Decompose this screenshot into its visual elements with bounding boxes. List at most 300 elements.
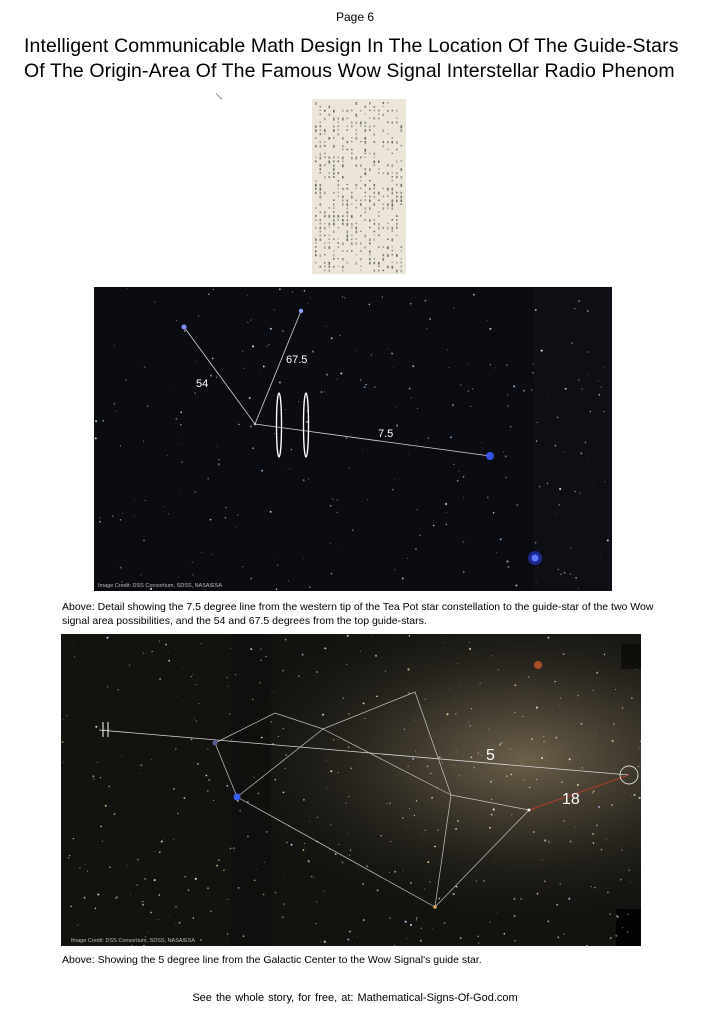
printout-mark: [351, 137, 353, 138]
printout-mark: [347, 184, 349, 185]
background-star: [535, 542, 537, 544]
background-star: [97, 762, 98, 763]
printout-mark: [392, 219, 394, 221]
background-star: [598, 806, 600, 808]
printout-mark: [333, 223, 335, 226]
background-star: [330, 824, 331, 825]
background-star: [638, 747, 639, 748]
background-star: [609, 913, 611, 915]
degree-mark-5: °: [499, 744, 502, 750]
printout-mark: [387, 110, 389, 112]
background-star: [563, 653, 565, 655]
printout-mark: [329, 246, 331, 249]
printout-mark: [369, 125, 371, 128]
background-star: [443, 643, 444, 644]
background-star: [587, 310, 589, 312]
background-star: [362, 450, 363, 451]
background-star: [582, 652, 583, 653]
background-star: [621, 849, 622, 850]
printout-mark: [378, 235, 380, 236]
background-star: [107, 686, 108, 687]
printout-mark: [401, 246, 403, 248]
background-star: [627, 931, 628, 932]
background-star: [180, 494, 181, 495]
background-star: [402, 817, 404, 819]
background-star: [116, 896, 118, 898]
wow-guide-star: [486, 452, 494, 460]
printout-mark: [356, 231, 358, 234]
printout-mark: [329, 227, 331, 228]
background-star: [277, 565, 278, 566]
background-star: [347, 939, 349, 941]
background-star: [164, 839, 165, 840]
background-star: [414, 720, 415, 721]
background-star: [127, 288, 128, 289]
printout-mark: [374, 157, 376, 158]
printout-mark: [324, 164, 326, 166]
printout-mark: [392, 250, 394, 251]
background-star: [247, 322, 248, 323]
printout-mark: [392, 180, 394, 181]
background-star: [404, 728, 406, 730]
background-star: [95, 420, 97, 422]
background-star: [342, 697, 344, 699]
background-star: [392, 367, 393, 368]
background-star: [549, 842, 550, 843]
background-star: [427, 861, 429, 863]
background-star: [252, 447, 254, 449]
printout-mark: [333, 145, 335, 148]
background-star: [207, 790, 209, 792]
printout-mark: [401, 192, 403, 194]
printout-mark: [360, 250, 362, 252]
background-star: [274, 309, 275, 310]
background-star: [409, 808, 410, 809]
background-star: [558, 504, 560, 506]
background-star: [506, 560, 508, 562]
background-star: [102, 841, 103, 842]
printout-mark: [383, 145, 385, 148]
background-star: [159, 641, 160, 642]
background-star: [200, 939, 202, 941]
printout-mark: [356, 207, 358, 208]
guide-star-top: [299, 309, 303, 313]
background-star: [150, 912, 152, 914]
printout-mark: [387, 207, 389, 209]
background-star: [362, 883, 364, 885]
background-star: [239, 810, 240, 811]
printout-mark: [374, 125, 376, 127]
printout-mark: [360, 125, 362, 126]
background-star: [366, 865, 368, 867]
printout-mark: [401, 129, 403, 132]
printout-mark: [387, 102, 389, 104]
printout-mark: [320, 114, 322, 115]
background-star: [337, 739, 338, 740]
printout-mark: [320, 192, 322, 195]
background-star: [276, 588, 277, 589]
background-star: [285, 409, 286, 410]
printout-mark: [338, 122, 340, 124]
background-star: [164, 506, 165, 507]
printout-mark: [333, 250, 335, 251]
background-star: [598, 380, 599, 381]
printout-mark: [383, 227, 385, 229]
background-star: [493, 808, 495, 810]
background-star: [424, 300, 426, 302]
printout-mark: [320, 145, 322, 148]
printout-mark: [360, 215, 362, 216]
background-star: [429, 318, 431, 320]
background-star: [337, 772, 338, 773]
background-star: [233, 847, 235, 849]
background-star: [513, 898, 515, 900]
background-star: [311, 876, 313, 878]
background-star: [283, 903, 284, 904]
background-star: [592, 833, 594, 835]
background-star: [113, 403, 115, 405]
background-star: [161, 840, 163, 842]
background-star: [263, 366, 265, 368]
background-star: [506, 364, 508, 366]
background-star: [105, 805, 107, 807]
background-star: [457, 820, 459, 822]
printout-mark: [333, 118, 335, 121]
printout-mark: [387, 164, 389, 166]
printout-mark: [338, 266, 340, 267]
printout-mark: [383, 207, 385, 210]
background-star: [348, 713, 349, 714]
background-star: [270, 328, 272, 330]
printout-mark: [324, 227, 326, 230]
printout-mark: [324, 133, 326, 134]
printout-mark: [378, 118, 380, 120]
background-star: [639, 797, 641, 799]
background-star: [182, 668, 183, 669]
printout-mark: [369, 207, 371, 210]
printout-mark: [387, 122, 389, 124]
printout-mark: [392, 176, 394, 178]
background-star: [285, 754, 287, 756]
printout-mark: [320, 196, 322, 199]
background-star: [326, 760, 327, 761]
background-star: [541, 757, 543, 759]
background-star: [580, 452, 582, 454]
background-star: [514, 712, 515, 713]
printout-mark: [320, 203, 322, 205]
background-star: [216, 446, 217, 447]
printout-mark: [315, 129, 317, 132]
printout-mark: [342, 250, 344, 252]
printout-mark: [320, 133, 322, 135]
background-star: [437, 829, 439, 831]
background-star: [273, 691, 274, 692]
printout-mark: [378, 266, 380, 267]
background-star: [195, 491, 197, 493]
background-star: [142, 901, 143, 902]
printout-mark: [365, 172, 367, 175]
background-star: [215, 938, 216, 939]
teapot-tip-star: [254, 423, 257, 426]
background-star: [265, 656, 267, 658]
background-star: [315, 923, 316, 924]
printout-mark: [347, 215, 349, 217]
background-star: [577, 784, 578, 785]
printout-mark: [378, 172, 380, 173]
printout-mark: [374, 196, 376, 198]
background-star: [304, 843, 305, 844]
background-star: [85, 864, 86, 865]
printout-mark: [387, 239, 389, 240]
background-star: [307, 303, 308, 304]
background-star: [349, 855, 350, 856]
printout-mark: [347, 129, 349, 130]
background-star: [396, 407, 397, 408]
printout-mark: [387, 266, 389, 268]
background-star: [314, 877, 315, 878]
background-star: [291, 449, 292, 450]
printout-mark: [383, 258, 385, 261]
background-star: [79, 867, 80, 868]
background-star: [95, 726, 97, 728]
background-star: [557, 513, 558, 514]
background-star: [542, 860, 543, 861]
printout-mark: [387, 149, 389, 150]
background-star: [229, 713, 230, 714]
background-star: [453, 893, 455, 895]
background-star: [244, 368, 245, 369]
background-star: [279, 381, 281, 383]
background-star: [210, 911, 211, 912]
printout-mark: [347, 118, 349, 120]
background-star: [177, 696, 178, 697]
printout-mark: [351, 250, 353, 252]
background-star: [454, 765, 455, 766]
printout-mark: [356, 164, 358, 167]
background-star: [125, 380, 126, 381]
background-star: [555, 445, 557, 447]
printout-mark: [365, 137, 367, 140]
background-star: [458, 471, 459, 472]
printout-mark: [347, 235, 349, 238]
background-star: [417, 509, 418, 510]
background-star: [104, 729, 105, 730]
background-star: [434, 846, 436, 848]
printout-mark: [387, 227, 389, 230]
background-star: [587, 375, 588, 376]
printout-mark: [338, 188, 340, 189]
background-star: [97, 652, 98, 653]
printout-mark: [365, 246, 367, 248]
background-star: [408, 766, 409, 767]
background-star: [193, 917, 195, 919]
background-star: [615, 689, 616, 690]
background-star: [564, 452, 565, 453]
printout-mark: [342, 149, 344, 150]
printout-mark: [347, 200, 349, 202]
background-star: [355, 350, 356, 351]
printout-mark: [387, 188, 389, 191]
background-star: [330, 543, 331, 544]
printout-mark: [320, 227, 322, 229]
printout-mark: [320, 184, 322, 187]
printout-mark: [324, 266, 326, 267]
background-star: [270, 511, 272, 513]
printout-mark: [374, 192, 376, 194]
background-star: [547, 397, 548, 398]
printout-mark: [392, 172, 394, 173]
background-star: [275, 892, 276, 893]
background-star: [405, 921, 407, 923]
guide-star-top-left: [182, 325, 187, 330]
background-star: [129, 664, 130, 665]
background-star: [282, 330, 283, 331]
background-star: [638, 766, 639, 767]
background-star: [476, 880, 477, 881]
background-star: [478, 943, 479, 944]
background-star: [282, 669, 284, 671]
background-star: [620, 879, 622, 881]
background-star: [316, 901, 317, 902]
background-star: [168, 660, 170, 662]
background-star: [532, 372, 534, 374]
background-star: [175, 924, 176, 925]
background-star: [165, 644, 167, 646]
background-star: [342, 296, 343, 297]
background-star: [386, 748, 387, 749]
background-star: [487, 320, 488, 321]
background-star: [198, 703, 199, 704]
background-star: [427, 766, 429, 768]
printout-mark: [351, 192, 353, 194]
printout-mark: [374, 141, 376, 143]
printout-mark: [374, 133, 376, 136]
background-star: [227, 899, 228, 900]
printout-mark: [333, 207, 335, 209]
printout-mark: [374, 106, 376, 108]
printout-mark: [342, 258, 344, 261]
background-star: [432, 928, 433, 929]
background-star: [350, 850, 351, 851]
background-star: [118, 689, 119, 690]
background-star: [223, 869, 225, 871]
background-star: [369, 665, 370, 666]
background-star: [556, 904, 558, 906]
background-star: [324, 647, 326, 649]
page-number: Page 6: [335, 10, 375, 24]
printout-mark: [320, 211, 322, 213]
printout-mark: [324, 129, 326, 132]
background-star: [431, 797, 433, 799]
printout-mark: [342, 118, 344, 121]
background-star: [242, 350, 243, 351]
background-star: [316, 671, 318, 673]
printout-mark: [396, 227, 398, 229]
background-star: [347, 833, 348, 834]
background-star: [322, 714, 324, 716]
printout-mark: [338, 180, 340, 182]
printout-mark: [324, 223, 326, 224]
background-star: [316, 902, 317, 903]
printout-mark: [333, 254, 335, 256]
background-star: [460, 937, 462, 939]
printout-mark: [342, 110, 344, 112]
printout-mark: [383, 114, 385, 116]
printout-mark: [374, 153, 376, 155]
background-star: [218, 859, 220, 861]
printout-mark: [342, 161, 344, 163]
background-star: [555, 552, 556, 553]
background-star: [285, 639, 286, 640]
printout-mark: [392, 141, 394, 143]
background-star: [274, 433, 275, 434]
background-star: [169, 916, 170, 917]
background-star: [493, 780, 494, 781]
printout-mark: [315, 227, 317, 229]
image-credit-2: Image Credit: DSS Consortium, SDSS, NASA/ESA: [71, 938, 196, 944]
teapot-star-field-image: [94, 287, 612, 591]
background-star: [173, 788, 175, 790]
background-star: [143, 539, 145, 541]
background-star: [151, 651, 152, 652]
background-star: [282, 916, 284, 918]
printout-mark: [324, 157, 326, 158]
page-title: [24, 34, 704, 84]
background-star: [415, 750, 416, 751]
printout-mark: [320, 254, 322, 257]
background-star: [439, 576, 440, 577]
printout-mark: [329, 266, 331, 268]
printout-mark: [333, 239, 335, 241]
printout-mark: [360, 231, 362, 232]
background-star: [302, 654, 304, 656]
printout-mark: [374, 184, 376, 187]
background-star: [227, 677, 228, 678]
printout-mark: [342, 137, 344, 140]
printout-mark: [342, 219, 344, 222]
background-star: [308, 478, 309, 479]
background-star: [207, 887, 209, 889]
background-star: [218, 463, 220, 465]
background-star: [523, 390, 525, 392]
printout-mark: [320, 219, 322, 221]
printout-mark: [351, 125, 353, 127]
printout-mark: [396, 141, 398, 144]
background-star: [420, 940, 422, 942]
background-star: [74, 656, 75, 657]
background-star: [331, 337, 333, 339]
background-star: [571, 342, 573, 344]
background-star: [607, 539, 609, 541]
printout-mark: [351, 227, 353, 229]
printout-mark: [374, 239, 376, 241]
printout-mark: [324, 118, 326, 121]
background-star: [213, 800, 214, 801]
background-star: [176, 320, 177, 321]
background-star: [637, 669, 638, 670]
printout-mark: [365, 141, 367, 144]
background-star: [435, 882, 436, 883]
background-star: [260, 660, 262, 662]
background-star: [167, 455, 168, 456]
background-star: [387, 348, 388, 349]
background-star: [575, 827, 576, 828]
background-star: [547, 920, 549, 922]
background-star: [505, 477, 507, 479]
background-star: [165, 689, 166, 690]
background-star: [389, 802, 390, 803]
background-star: [120, 567, 122, 569]
